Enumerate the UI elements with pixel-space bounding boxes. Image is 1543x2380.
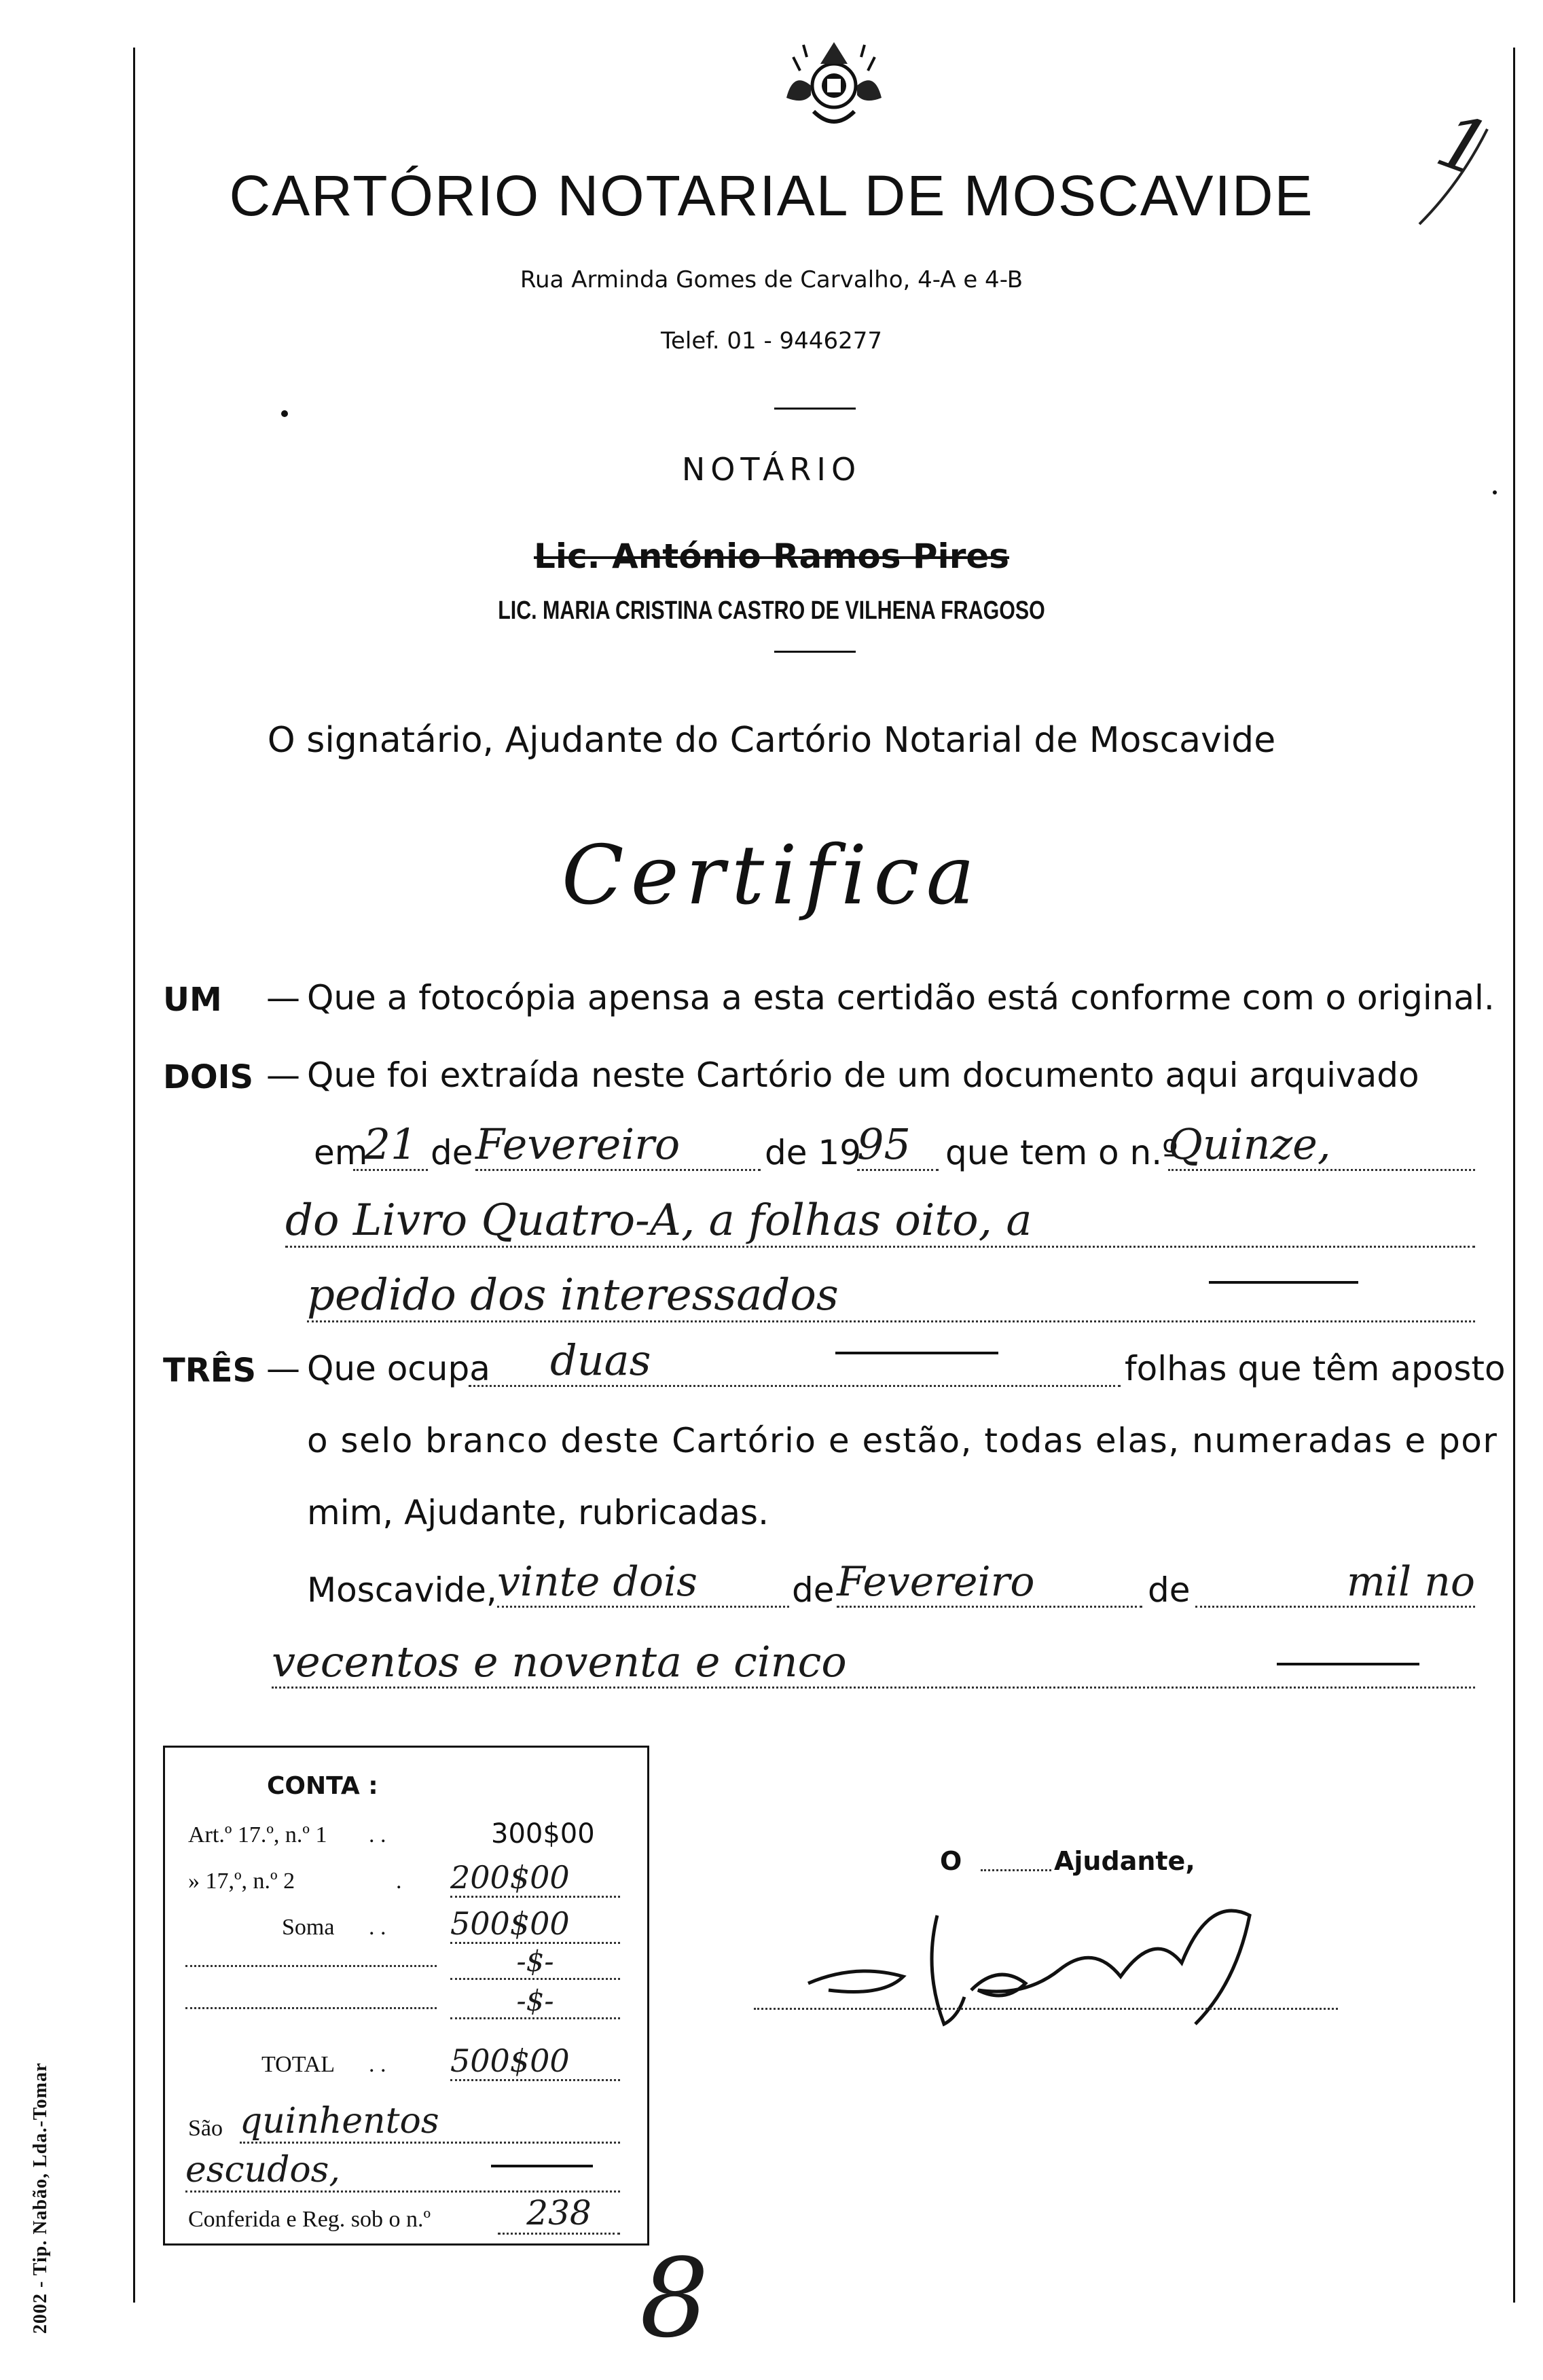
item-um-dash: — bbox=[266, 978, 300, 1017]
stray-dot-1 bbox=[281, 410, 288, 417]
tres-pages-hand: duas bbox=[469, 1335, 1121, 1387]
signature-role-dots bbox=[981, 1869, 1051, 1871]
conta-soma-dots: . . bbox=[369, 1915, 386, 1940]
conta-total-dots: . . bbox=[369, 2052, 386, 2077]
signature-role-label: Ajudante, bbox=[1054, 1846, 1195, 1876]
bottom-mark: 8 bbox=[640, 2235, 709, 2362]
item-um-label: UM bbox=[163, 981, 222, 1019]
conta-total-value: 500$00 bbox=[450, 2042, 620, 2081]
item-dois-label: DOIS bbox=[163, 1058, 254, 1096]
header-divider-2 bbox=[774, 651, 856, 653]
dois-line4-stroke bbox=[1209, 1281, 1358, 1284]
item-tres-line2: o selo branco deste Cartório e estão, todas elas, numeradas e por bbox=[307, 1421, 1498, 1460]
conta-soma-value: 500$00 bbox=[450, 1905, 620, 1944]
coat-of-arms-emblem bbox=[766, 30, 902, 139]
dois-number-hand: Quinze, bbox=[1168, 1119, 1475, 1171]
conta-extra1: -$- bbox=[450, 1945, 620, 1980]
place-label: Moscavide, bbox=[307, 1570, 497, 1610]
notary-name-struck: Lic. António Ramos Pires bbox=[533, 537, 1010, 576]
right-margin-line bbox=[1513, 48, 1515, 2303]
dois-line2-em: em bbox=[314, 1133, 368, 1172]
item-tres-dash: — bbox=[266, 1349, 300, 1388]
date-year-hand-2: vecentos e noventa e cinco bbox=[272, 1637, 1475, 1689]
dois-line2-de1: de bbox=[431, 1133, 473, 1172]
notary-heading: NOTÁRIO bbox=[681, 451, 862, 488]
date-de2: de bbox=[1148, 1570, 1191, 1610]
conta-sao-hand-1: quinhentos bbox=[240, 2101, 620, 2144]
dois-line4-hand: pedido dos interessados bbox=[307, 1270, 1475, 1322]
conta-conferida-label: Conferida e Reg. sob o n.º bbox=[188, 2207, 431, 2232]
conta-blank-line-2 bbox=[185, 2007, 437, 2009]
tres-stroke bbox=[835, 1352, 998, 1354]
item-tres-text-b: folhas que têm aposto bbox=[1125, 1349, 1506, 1388]
item-tres-text-a: Que ocupa bbox=[307, 1349, 490, 1388]
item-um-text: Que a fotocópia apensa a esta certidão está conforme com o original. bbox=[307, 978, 1495, 1017]
page-mark: 1 bbox=[1426, 96, 1501, 195]
date-de1: de bbox=[792, 1570, 835, 1610]
conta-box bbox=[163, 1746, 649, 2246]
signature-line bbox=[754, 2008, 1338, 2010]
date-end-stroke bbox=[1277, 1663, 1419, 1665]
notary-name-stamp: LIC. MARIA CRISTINA CASTRO DE VILHENA FRAGOSO bbox=[498, 596, 1045, 625]
conta-row1-dots: . . bbox=[369, 1822, 386, 1847]
left-margin-line bbox=[133, 48, 135, 2303]
conta-title: CONTA : bbox=[267, 1772, 378, 1800]
certifica-heading: Certifica bbox=[561, 829, 982, 923]
stray-dot-2 bbox=[1493, 490, 1497, 494]
dois-line2-de2: de 19 bbox=[765, 1133, 862, 1172]
intro-text: O signatário, Ajudante do Cartório Notarial de Moscavide bbox=[267, 720, 1276, 761]
office-address: Rua Arminda Gomes de Carvalho, 4-A e 4-B bbox=[520, 266, 1023, 293]
office-phone: Telef. 01 - 9446277 bbox=[661, 327, 882, 355]
conta-sao-stroke bbox=[491, 2165, 593, 2167]
date-month-hand: Fevereiro bbox=[837, 1558, 1142, 1608]
conta-conferida-value: 238 bbox=[498, 2193, 620, 2235]
item-tres-label: TRÊS bbox=[163, 1352, 257, 1390]
header-divider-1 bbox=[774, 408, 856, 410]
date-year-hand-1: mil no bbox=[1195, 1558, 1475, 1608]
dois-line2-rest: que tem o n.º bbox=[945, 1133, 1178, 1172]
conta-row2-dots: . bbox=[396, 1869, 402, 1894]
printer-imprint: 2002 - Tip. Nabão, Lda.-Tomar bbox=[30, 2062, 51, 2334]
handwritten-signature bbox=[801, 1888, 1358, 2044]
conta-soma-label: Soma bbox=[282, 1915, 335, 1940]
conta-total-label: TOTAL bbox=[261, 2052, 335, 2077]
conta-sao-label: São bbox=[188, 2116, 223, 2141]
dois-day-hand: 21 bbox=[353, 1119, 428, 1171]
item-dois-dash: — bbox=[266, 1056, 300, 1095]
conta-blank-line-1 bbox=[185, 1965, 437, 1967]
conta-row1-label: Art.º 17.º, n.º 1 bbox=[188, 1822, 327, 1847]
dois-year-hand: 95 bbox=[857, 1119, 939, 1171]
conta-row1-value: 300$00 bbox=[491, 1818, 595, 1850]
signature-o-label: O bbox=[940, 1846, 962, 1876]
dois-line3-hand: do Livro Quatro-A, a folhas oito, a bbox=[285, 1195, 1475, 1248]
date-day-hand: vinte dois bbox=[497, 1558, 789, 1608]
office-title: CARTÓRIO NOTARIAL DE MOSCAVIDE bbox=[229, 164, 1314, 228]
conta-sao-hand-2: escudos, bbox=[185, 2150, 620, 2193]
item-dois-text: Que foi extraída neste Cartório de um documento aqui arquivado bbox=[307, 1056, 1419, 1095]
dois-month-hand: Fevereiro bbox=[475, 1119, 761, 1171]
item-tres-line3: mim, Ajudante, rubricadas. bbox=[307, 1493, 769, 1532]
conta-row2-label: » 17,º, n.º 2 bbox=[188, 1869, 295, 1894]
conta-extra2: -$- bbox=[450, 1984, 620, 2019]
conta-row2-value: 200$00 bbox=[450, 1859, 620, 1898]
